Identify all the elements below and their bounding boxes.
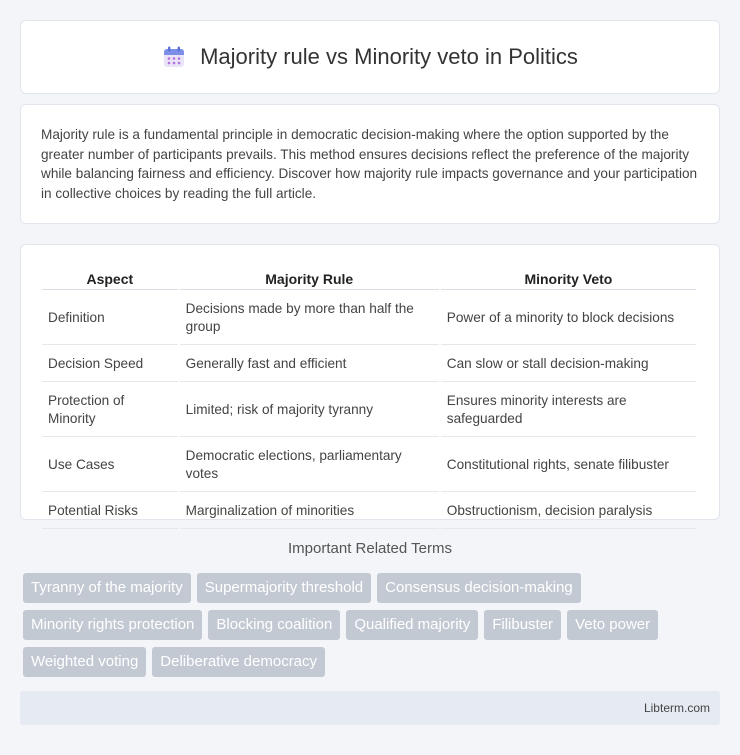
term-tag[interactable]: Blocking coalition [208,610,340,640]
table-cell: Definition [42,292,178,345]
header-aspect: Aspect [42,267,178,290]
intro-text: Majority rule is a fundamental principle in democratic decision-making where the option supported by the greater number of participants prevails. This method ensures decisions reflect the preference of the majority while balancing fairness and efficiency. Discover how majority rule impacts governance and your participation in collective choices by reading the full article. [41,127,698,201]
related-terms-title: Important Related Terms [288,540,452,557]
term-tag[interactable]: Minority rights protection [23,610,202,640]
table-row [42,347,696,382]
table-cell: Obstructionism, decision paralysis [441,494,696,529]
term-tag[interactable]: Filibuster [484,610,561,640]
table-cell: Power of a minority to block decisions [441,292,696,345]
footer-site-link[interactable]: Libterm.com [643,701,710,715]
term-tag[interactable]: Tyranny of the majority [23,573,191,603]
term-tag[interactable]: Deliberative democracy [152,647,325,677]
table-cell: Decision Speed [42,347,178,382]
table-cell: Use Cases [42,439,178,492]
header-majority-rule: Majority Rule [180,267,439,290]
title-card [20,20,720,94]
table-cell: Marginalization of minorities [180,494,439,529]
term-tag[interactable]: Consensus decision-making [377,573,581,603]
table-cell: Ensures minority interests are safeguarded [441,384,696,437]
comparison-table-card [20,244,720,520]
header-minority-veto: Minority Veto [441,267,696,290]
table-cell: Can slow or stall decision-making [441,347,696,382]
term-tag[interactable]: Weighted voting [23,647,146,677]
table-row [42,494,696,529]
table-row [42,384,696,437]
table-cell: Limited; risk of majority tyranny [180,384,439,437]
intro-card [20,104,720,224]
table-cell: Constitutional rights, senate filibuster [441,439,696,492]
table-header-row [42,267,696,290]
term-tag[interactable]: Veto power [567,610,658,640]
table-cell: Protection of Minority [42,384,178,437]
footer [20,691,720,725]
term-tag[interactable]: Qualified majority [346,610,478,640]
comparison-table [40,265,698,531]
calendar-icon [162,45,186,69]
related-terms-list [23,573,723,677]
table-cell: Decisions made by more than half the group [180,292,439,345]
term-tag[interactable]: Supermajority threshold [197,573,371,603]
table-cell: Democratic elections, parliamentary votes [180,439,439,492]
page-title: Majority rule vs Minority veto in Politics [200,44,578,69]
table-cell: Potential Risks [42,494,178,529]
table-cell: Generally fast and efficient [180,347,439,382]
table-row [42,439,696,492]
table-row [42,292,696,345]
